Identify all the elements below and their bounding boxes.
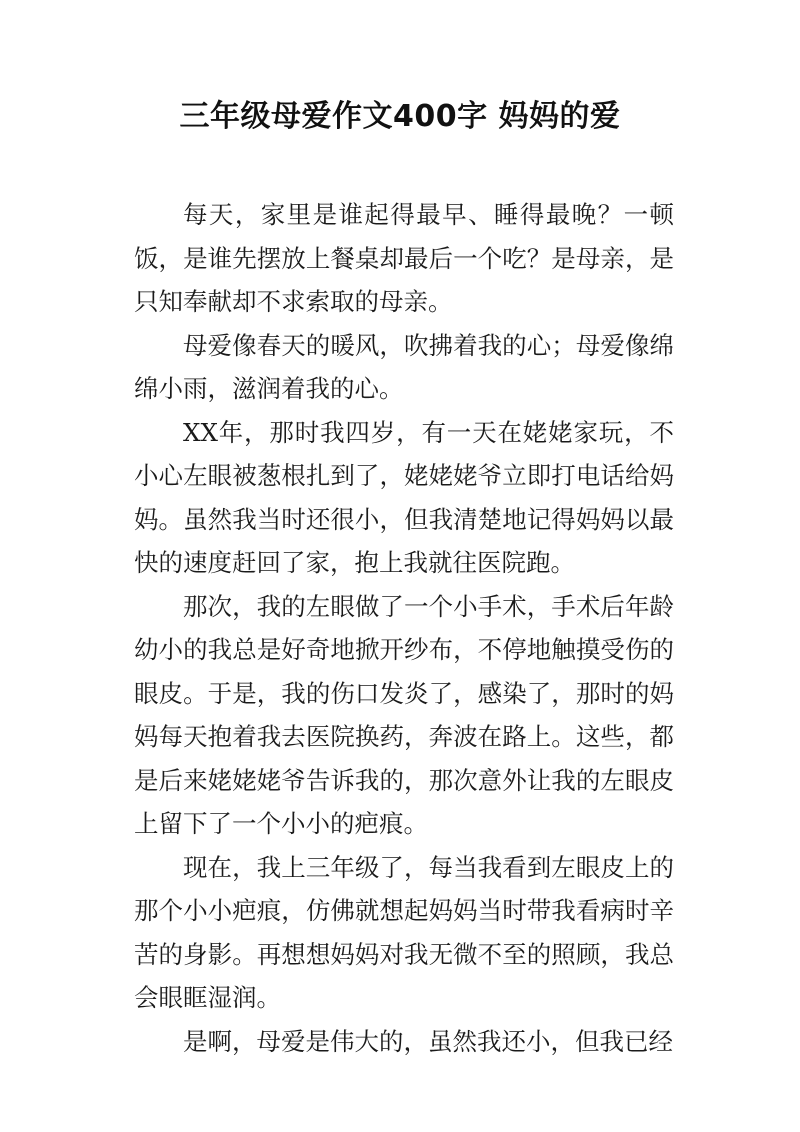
- document-body: [134, 193, 674, 1063]
- paragraph-4: 那次，我的左眼做了一个小手术，手术后年龄幼小的我总是好奇地掀开纱布，不停地触摸受伤的眼皮。于是，我的伤口发炎了，感染了，那时的妈妈每天抱着我去医院换药，奔波在路上。这些，都是后来姥姥姥爷告诉我的，那次意外让我的左眼皮上留下了一个小小的疤痕。: [134, 591, 674, 838]
- paragraph-5: 现在，我上三年级了，每当我看到左眼皮上的那个小小疤痕，仿佛就想起妈妈当时带我看病时辛苦的身影。再想想妈妈对我无微不至的照顾，我总会眼眶湿润。: [134, 852, 674, 1012]
- paragraph-1: 每天，家里是谁起得最早、睡得最晚？一顿饭，是谁先摆放上餐桌却最后一个吃？是母亲，是只知奉献却不求索取的母亲。: [134, 200, 674, 316]
- paragraph-2: 母爱像春天的暖风，吹拂着我的心；母爱像绵绵小雨，滋润着我的心。: [134, 330, 674, 403]
- paragraph-3: XX年，那时我四岁，有一天在姥姥家玩，不小心左眼被葱根扎到了，姥姥姥爷立即打电话给妈妈。虽然我当时还很小，但我清楚地记得妈妈以最快的速度赶回了家，抱上我就往医院跑。: [134, 417, 674, 577]
- paragraph-6: 是啊，母爱是伟大的，虽然我还小，但我已经: [183, 1026, 673, 1056]
- document-title: 三年级母爱作文400字 妈妈的爱: [179, 99, 621, 134]
